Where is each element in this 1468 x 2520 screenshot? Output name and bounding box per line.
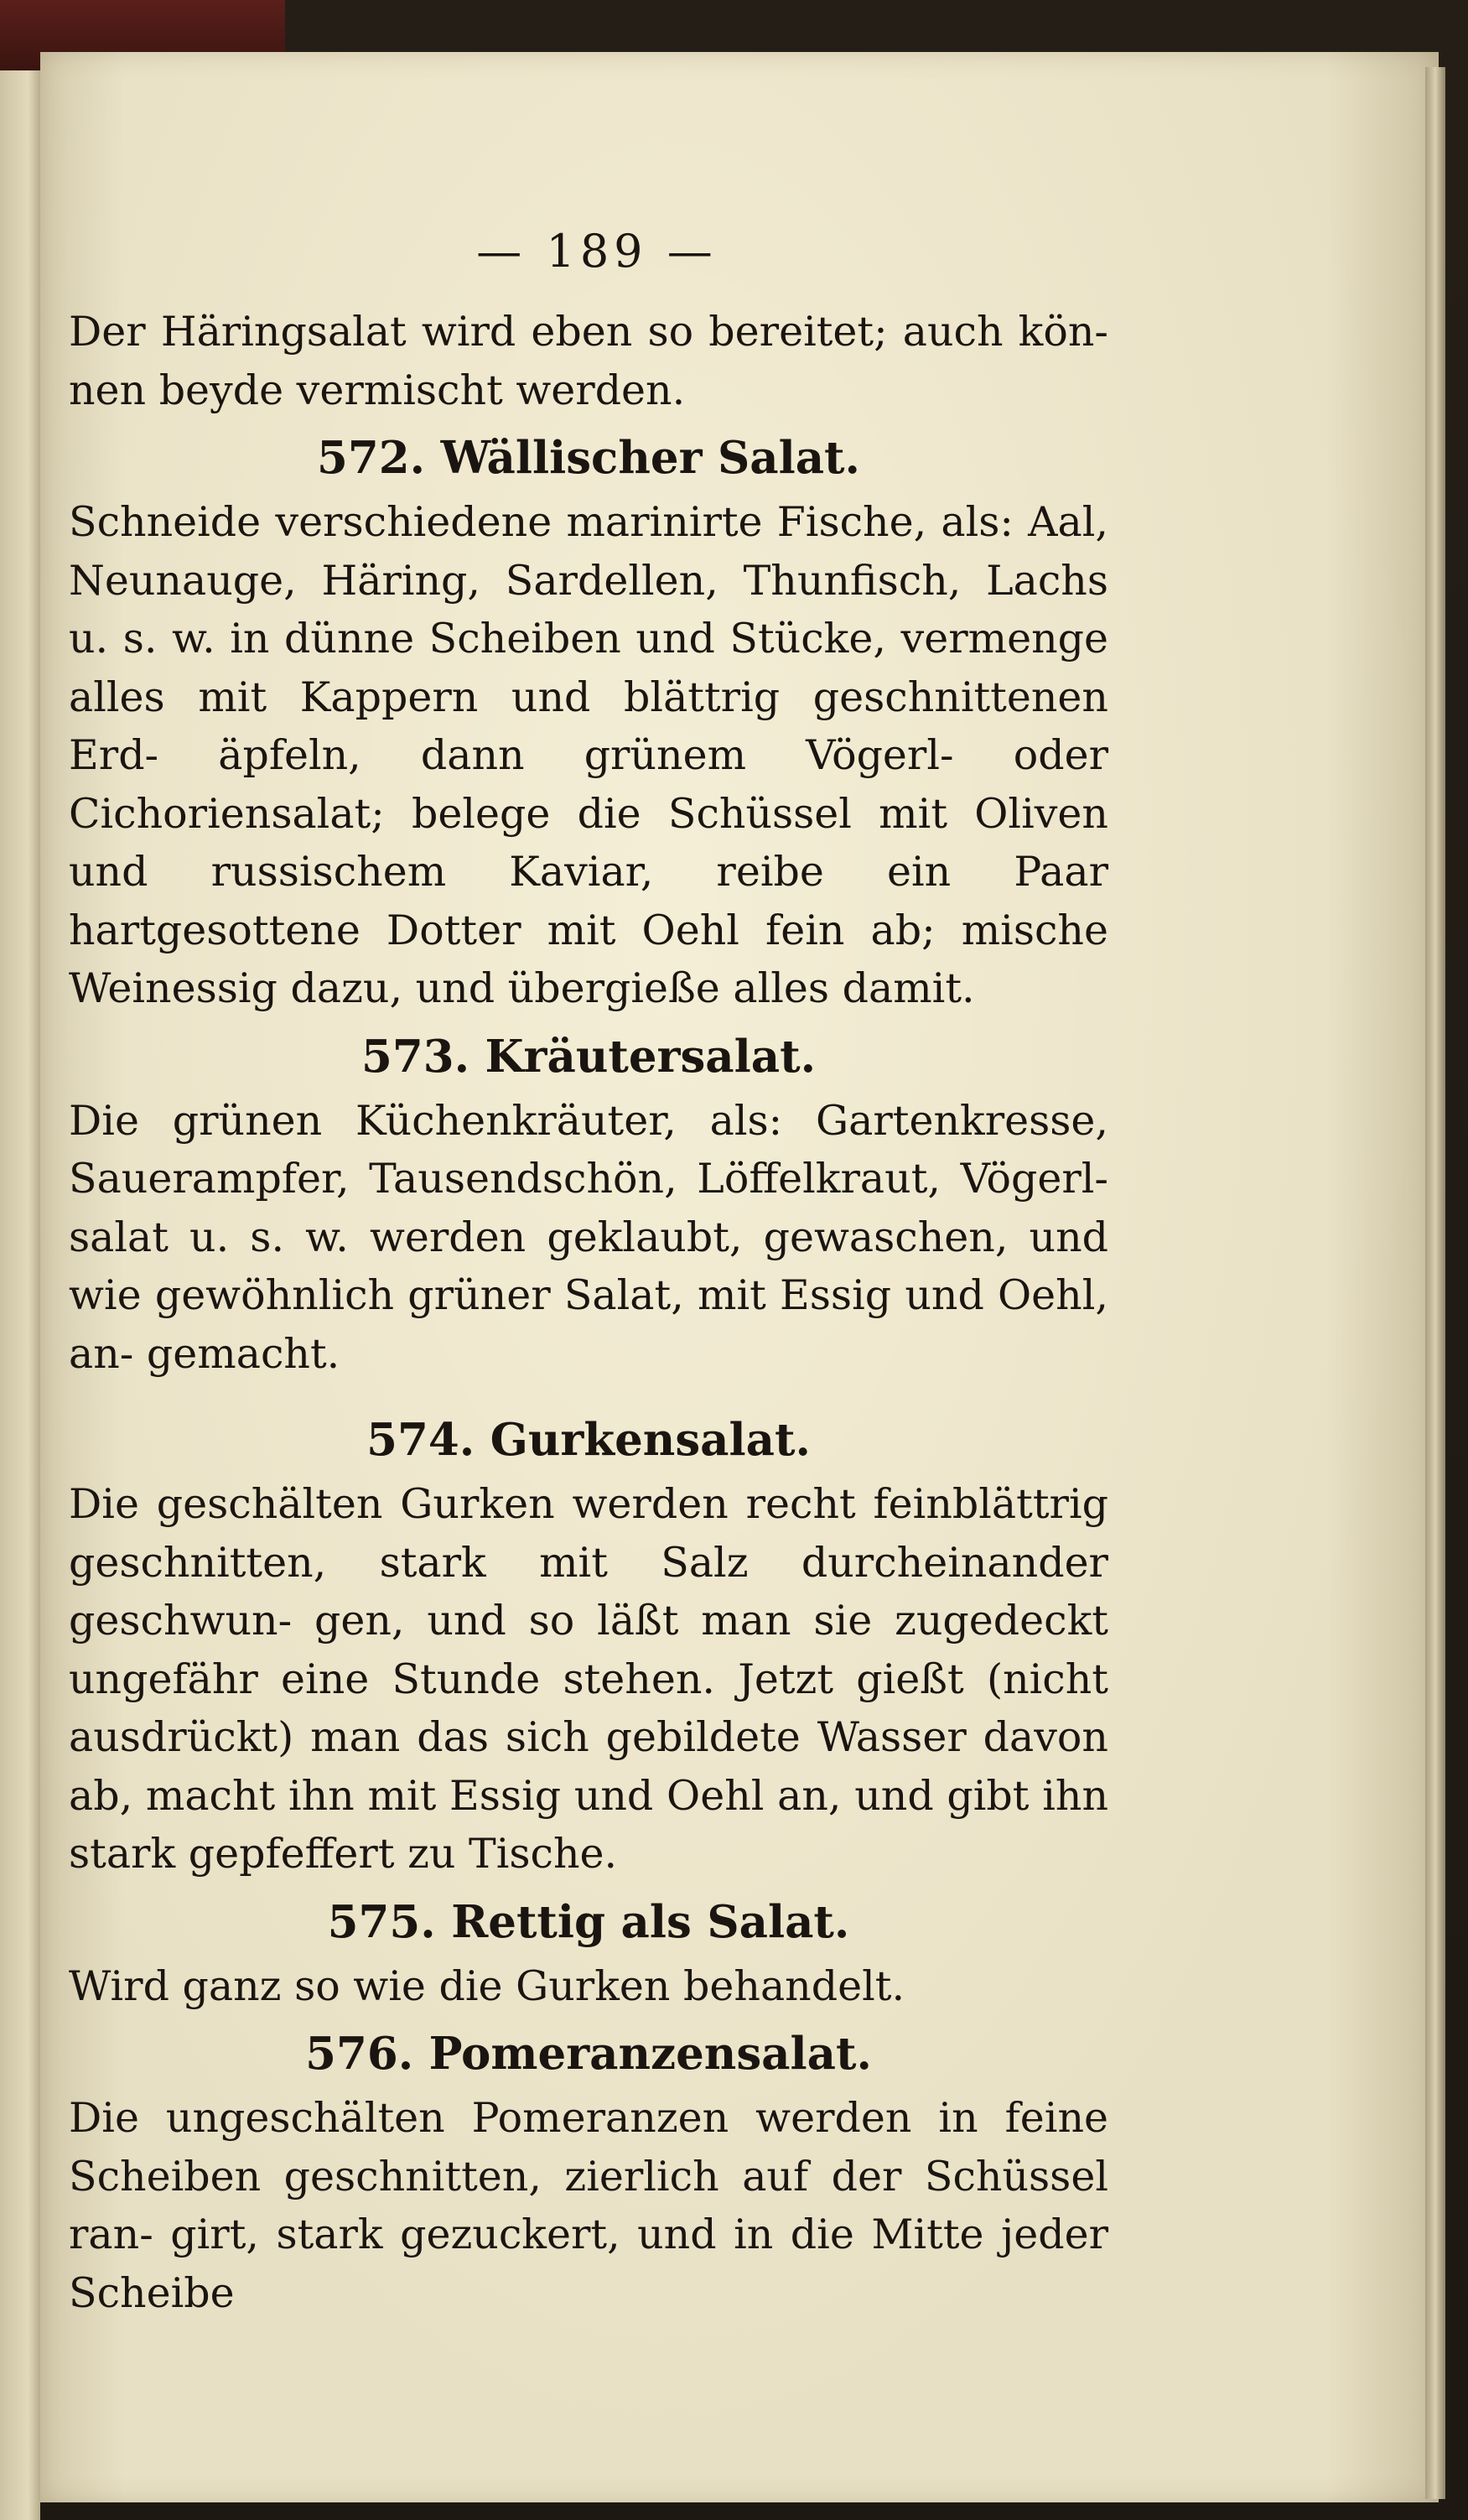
recipe-title: Wällischer Salat. — [440, 432, 860, 484]
facing-page-edge — [0, 70, 40, 2520]
page-number-header: — 189 — — [476, 225, 718, 278]
recipe-heading-574 — [69, 1408, 1108, 1472]
recipe-title: Rettig als Salat. — [451, 1895, 850, 1948]
recipe-title: Kräutersalat. — [485, 1030, 817, 1083]
recipe-heading-576 — [69, 2022, 1108, 2086]
recipe-heading-572 — [69, 426, 1108, 490]
recipe-body-572: Schneide verschiedene marinirte Fische, als: Aal, Neunauge, Häring, Sardellen, Thunfisch, Lachs u. s. w. in dünne Scheiben und Stücke, vermenge alles mit Kappern und blättrig geschnittenen Erd- äpfeln, dann grünem Vögerl- oder Cichoriensalat; belege die Schüssel mit Oliven und russischem Kaviar, reibe ein Paar hartgesottene Dotter mit Oehl fein ab; mische Weinessig dazu, und übergieße alles damit. — [69, 498, 1108, 1012]
recipe-heading-575 — [69, 1890, 1108, 1954]
page-text — [69, 225, 1108, 2322]
recipe-number: 575. — [327, 1895, 436, 1948]
recipe-body-574: Die geschälten Gurken werden recht feinblättrig geschnitten, stark mit Salz durcheinander geschwun- gen, und so läßt man sie zugedeckt ungefähr eine Stunde stehen. Jetzt gießt (nicht ausdrückt) man das sich gebildete Wasser davon ab, macht ihn mit Essig und Oehl an, und gibt ihn stark gepfeffert zu Tische. — [69, 1480, 1108, 1878]
intro-paragraph: Der Häringsalat wird eben so bereitet; auch kön- nen beyde vermischt werden. — [69, 308, 1108, 414]
recipe-title: Gurkensalat. — [490, 1414, 811, 1466]
recipe-body-576: Die ungeschälten Pomeranzen werden in feine Scheiben geschnitten, zierlich auf der Schüssel ran- girt, stark gezuckert, und in die Mitte jeder Scheibe — [69, 2094, 1108, 2317]
recipe-body-573: Die grünen Küchenkräuter, als: Gartenkresse, Sauerampfer, Tausendschön, Löffelkraut, Vögerl- salat u. s. w. werden geklaubt, gewaschen, und wie gewöhnlich grüner Salat, mit Essig und Oehl, an- gemacht. — [69, 1096, 1108, 1378]
recipe-title: Pomeranzensalat. — [428, 2028, 872, 2080]
recipe-body-575: Wird ganz so wie die Gurken behandelt. — [69, 1961, 905, 2010]
recipe-number: 576. — [305, 2028, 414, 2080]
recipe-number: 573. — [361, 1030, 470, 1083]
page-stack-edge — [1425, 67, 1445, 2499]
recipe-number: 574. — [366, 1414, 475, 1466]
recipe-heading-573 — [69, 1025, 1108, 1089]
recipe-number: 572. — [317, 432, 426, 484]
